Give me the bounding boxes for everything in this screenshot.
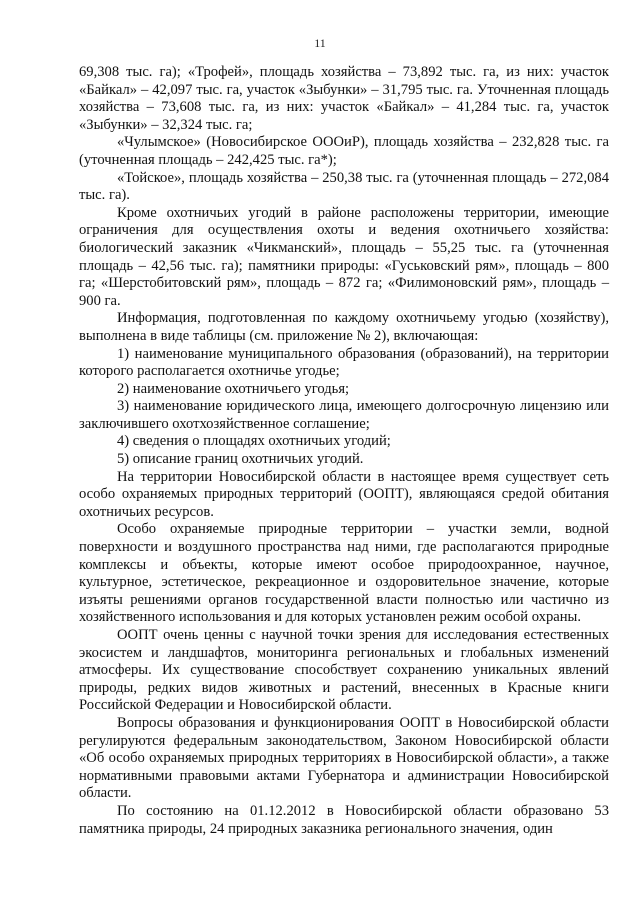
list-item-3: 3) наименование юридического лица, имеющего долгосрочную лицензию или заключившего охотхозяйственное соглашение; xyxy=(79,398,609,432)
body-text xyxy=(79,64,609,838)
paragraph-oopt-regulation: Вопросы образования и функционирования ООПТ в Новосибирской области регулируются федеральным законодательством, Законом Новосибирской области «Об особо охраняемых природных территориях в Новосибирской области», а также нормативными правовыми актами Губернатора и администрации Новосибирской области. xyxy=(79,714,609,802)
paragraph-oopt-status: По состоянию на 01.12.2012 в Новосибирской области образовано 53 памятника природы, 24 природных заказника регионального значения, один xyxy=(79,802,609,837)
list-item-1: 1) наименование муниципального образования (образований), на территории которого располагается охотничье угодье; xyxy=(79,345,609,380)
paragraph-information-table: Информация, подготовленная по каждому охотничьему угодью (хозяйству), выполнена в виде таблицы (см. приложение № 2), включающая: xyxy=(79,310,609,344)
list-item-5: 5) описание границ охотничьих угодий. xyxy=(117,451,364,468)
paragraph-oopt-definition: Особо охраняемые природные территории – участки земли, водной поверхности и воздушного пространства над ними, где располагаются природные комплексы и объекты, которые имеют особое природоохранное, научное, культурное, эстетическое, рекреационное и оздоровительное значение, которые изъяты решениями органов государственной власти полностью или частично из хозяйственного использования и для которых установлен режим особой охраны. xyxy=(79,521,609,626)
paragraph-chulymskoe: «Чулымское» (Новосибирское ОООиР), площадь хозяйства – 232,828 тыс. га (уточненная площадь – 242,425 тыс. га*); xyxy=(79,134,609,168)
paragraph-oopt-network: На территории Новосибирской области в настоящее время существует сеть особо охраняемых природных территорий (ООПТ), являющаяся средой обитания охотничьих ресурсов. xyxy=(79,468,609,520)
paragraph-oopt-value: ООПТ очень ценны с научной точки зрения для исследования естественных экосистем и ландшафтов, мониторинга региональных и глобальных изменений атмосферы. Их существование способствует сохранению уникальных явлений природы, редких видов животных и растений, внесенных в Красные книги Российской Федерации и Новосибирской области. xyxy=(79,627,609,714)
paragraph-toyskoe: «Тойское», площадь хозяйства – 250,38 тыс. га (уточненная площадь – 272,084 тыс. га). xyxy=(79,169,609,204)
paragraph-restricted-territories: Кроме охотничьих угодий в районе расположены территории, имеющие ограничения для осуществления охоты и ведения охотничьего хозяйства: биологический заказник «Чикманский», площадь – 55,25 тыс. га (уточненная площадь – 42,56 тыс. га); памятники природы: «Гуськовский рям», площадь – 800 га; «Шерстобитовский рям», площадь – 872 га; «Филимоновский рям», площадь – 900 га. xyxy=(79,204,609,309)
list-item-2: 2) наименование охотничьего угодья; xyxy=(117,380,350,397)
paragraph-continuation: 69,308 тыс. га); «Трофей», площадь хозяйства – 73,892 тыс. га, из них: участок «Байкал» – 42,097 тыс. га, участок «Зыбунки» – 31,795 тыс. га. Уточненная площадь хозяйства – 73,608 тыс. га, из них: участок «Байкал» – 41,284 тыс. га, участок «Зыбунки» – 32,324 тыс. га; xyxy=(79,64,609,133)
list-item-4: 4) сведения о площадях охотничьих угодий; xyxy=(117,433,391,450)
page-number: 11 xyxy=(314,36,326,50)
